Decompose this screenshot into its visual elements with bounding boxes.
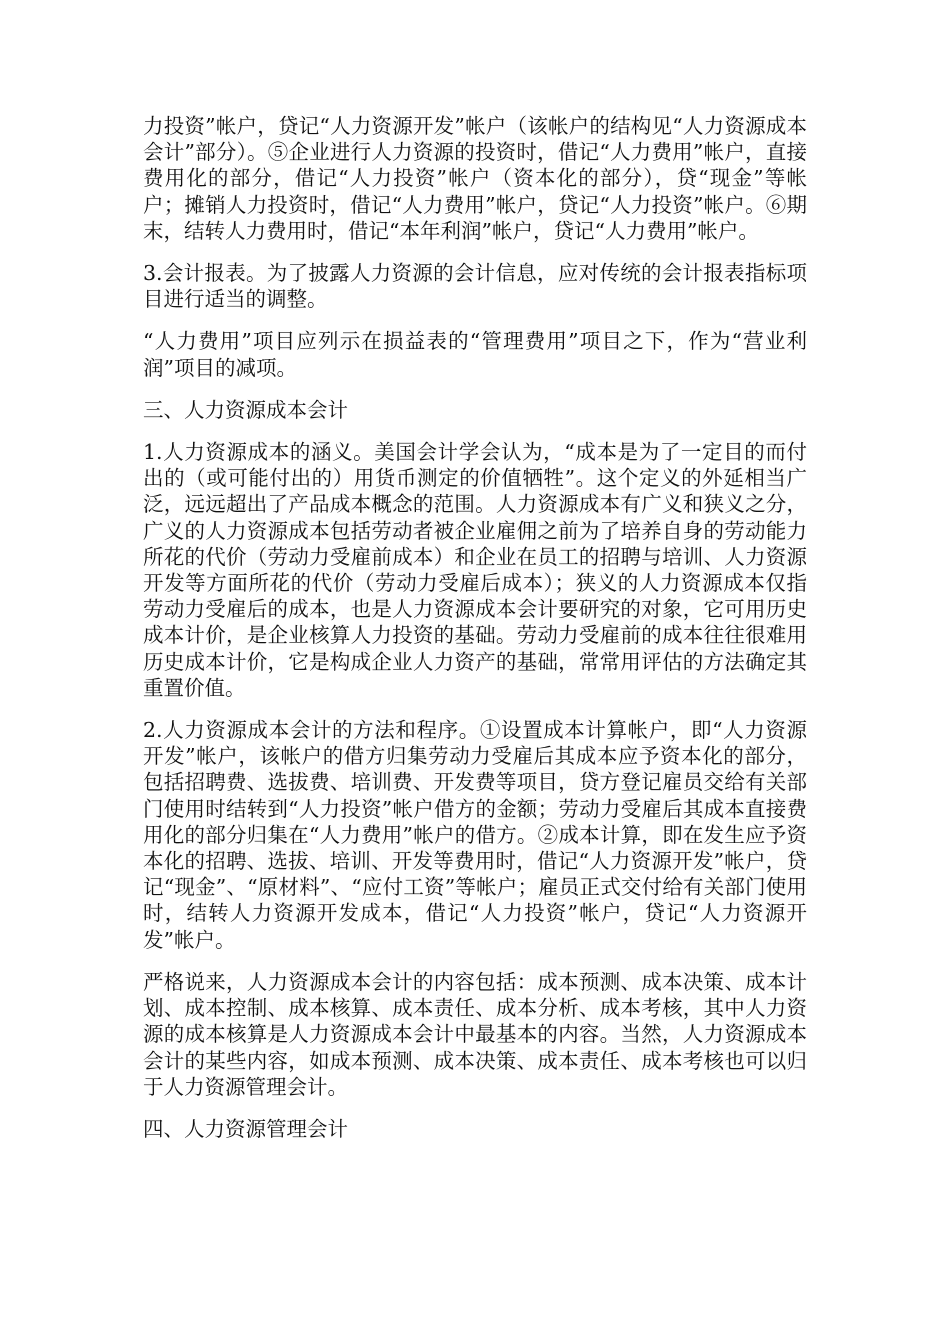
paragraph-cost-method: 2.人力资源成本会计的方法和程序。①设置成本计算帐户，即“人力资源开发”帐户，该帐户的借方归集劳动力受雇后其成本应予资本化的部分，包括招聘费、选拔费、培训费、开发费等项目，贷方登记雇员交给有关部门使用时结转到“人力投资”帐户借方的金额；劳动力受雇后其成本直接费用化的部分归集在“人力费用”帐户的借方。②成本计算，即在发生应予资本化的招聘、选拔、培训、开发等费用时，借记“人力资源开发”帐户，贷记“现金”、“原材料”、“应付工资”等帐户；雇员正式交付给有关部门使用时，结转人力资源开发成本，借记“人力投资”帐户，贷记“人力资源开发”帐户。 bbox=[143, 718, 807, 952]
paragraph-journal-entries: 力投资”帐户，贷记“人力资源开发”帐户（该帐户的结构见“人力资源成本会计”部分）。⑤企业进行人力资源的投资时，借记“人力费用”帐户，直接费用化的部分，借记“人力投资”帐户（资本化的部分），贷“现金”等帐户；摊销人力投资时，借记“人力费用”帐户，贷记“人力投资”帐户。⑥期末，结转人力费用时，借记“本年利润”帐户，贷记“人力费用”帐户。 bbox=[143, 114, 807, 243]
paragraph-income-statement: “人力费用”项目应列示在损益表的“管理费用”项目之下，作为“营业利润”项目的减项。 bbox=[143, 329, 807, 380]
document-page bbox=[143, 113, 807, 1158]
paragraph-cost-content: 严格说来，人力资源成本会计的内容包括：成本预测、成本决策、成本计划、成本控制、成本核算、成本责任、成本分析、成本考核，其中人力资源的成本核算是人力资源成本会计中最基本的内容。当然，人力资源成本会计的某些内容，如成本预测、成本决策、成本责任、成本考核也可以归于人力资源管理会计。 bbox=[143, 969, 807, 1099]
section-heading-management-accounting: 四、人力资源管理会计 bbox=[143, 1116, 348, 1141]
paragraph-financial-statements: 3.会计报表。为了披露人力资源的会计信息，应对传统的会计报表指标项目进行适当的调整。 bbox=[143, 261, 807, 312]
paragraph-cost-definition: 1.人力资源成本的涵义。美国会计学会认为，“成本是为了一定目的而付出的（或可能付出的）用货币测定的价值牺牲”。这个定义的外延相当广泛，远远超出了产品成本概念的范围。人力资源成本有广义和狭义之分，广义的人力资源成本包括劳动者被企业雇佣之前为了培养自身的劳动能力所花的代价（劳动力受雇前成本）和企业在员工的招聘与培训、人力资源开发等方面所花的代价（劳动力受雇后成本）；狭义的人力资源成本仅指劳动力受雇后的成本，也是人力资源成本会计要研究的对象，它可用历史成本计价，是企业核算人力投资的基础。劳动力受雇前的成本往往很难用历史成本计价，它是构成企业人力资产的基础，常常用评估的方法确定其重置价值。 bbox=[143, 440, 807, 700]
section-heading-cost-accounting: 三、人力资源成本会计 bbox=[143, 397, 348, 422]
